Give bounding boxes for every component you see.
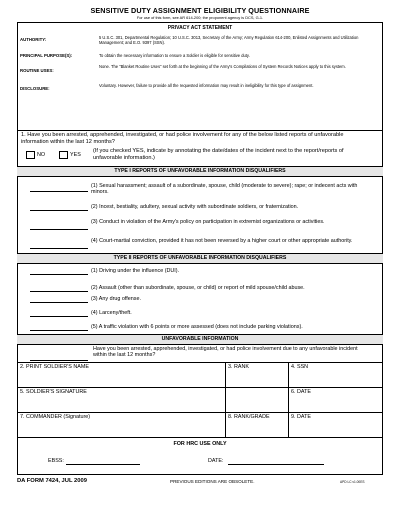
yes-checkbox[interactable] <box>59 151 68 159</box>
hrc-date-label: DATE: <box>208 458 224 464</box>
divider <box>288 412 289 437</box>
commander-signature-label: 7. COMMANDER (Signature) <box>20 414 91 420</box>
type1-item-2: (2) Incest, bestiality, adultery, sexual activity with subordinate soldiers, or fraternization. <box>91 204 299 210</box>
type2-item-4: (4) Larceny/theft. <box>91 310 132 316</box>
question-1: 1. Have you been arrested, apprehended, investigated, or had police involvement for any of the below listed reports of unfavorable information within the last 12 months? <box>21 132 344 145</box>
type2-item-2: (2) Assault (other than subordinate, spouse, or child) or report of mild spouse/child abuse. <box>91 285 305 291</box>
type1-heading: TYPE I REPORTS OF UNFAVORABLE INFORMATION DISQUALIFIERS <box>17 166 383 177</box>
routine-uses-label: ROUTINE USES: <box>20 68 54 73</box>
hrc-date-field[interactable] <box>228 464 324 465</box>
type1-1-date-line[interactable] <box>30 191 88 192</box>
type1-2-date-line[interactable] <box>30 210 88 211</box>
routine-uses-text: None. The "Blanket Routine Uses" set forth at the beginning of the Army's Compilations of System Records Notices apply to this system. <box>99 64 346 69</box>
date-9-label: 9. DATE <box>291 414 311 420</box>
no-checkbox[interactable] <box>26 151 35 159</box>
divider <box>17 387 383 388</box>
divider <box>288 387 289 412</box>
type2-2-date-line[interactable] <box>30 291 88 292</box>
type2-item-1: (1) Driving under the influence (DUI). <box>91 268 180 274</box>
type1-item-4: (4) Court-martial conviction, provided it has not been reversed by a higher court or other appropriate authority. <box>91 238 353 244</box>
type2-3-date-line[interactable] <box>30 302 88 303</box>
type2-item-5: (5) A traffic violation with 6 points or more assessed (does not include parking violations). <box>91 324 303 330</box>
ssn-label: 4. SSN <box>291 364 309 370</box>
type1-item-1: (1) Sexual harassment; assault of a subordinate, spouse, child (moderate to severe); rape; or indecent acts with minors. <box>91 183 358 196</box>
divider <box>225 362 226 437</box>
type2-heading: TYPE II REPORTS OF UNFAVORABLE INFORMATION DISQUALIFIERS <box>17 253 383 264</box>
soldier-name-label: 2. PRINT SOLDIER'S NAME <box>20 364 89 370</box>
purpose-label: PRINCIPAL PURPOSE(S): <box>20 53 73 58</box>
rank-label: 3. RANK <box>228 364 249 370</box>
divider <box>288 362 289 387</box>
form-title: SENSITIVE DUTY ASSIGNMENT ELIGIBILITY QUESTIONNAIRE <box>90 6 310 15</box>
divider <box>17 437 383 438</box>
type1-item-3: (3) Conduct in violation of the Army's policy on participation in extremist organizations or activities. <box>91 219 325 225</box>
type2-4-date-line[interactable] <box>30 316 88 317</box>
no-label: NO <box>37 152 46 158</box>
type1-3-date-line[interactable] <box>30 229 88 230</box>
disclosure-text: Voluntary. However, failure to provide all the requested information may result in ineligibility for this type of assignment. <box>99 83 314 88</box>
divider <box>17 412 383 413</box>
editions-note: PREVIOUS EDITIONS ARE OBSOLETE. <box>170 479 255 484</box>
apd-version: APD LC v1.00ES <box>340 480 365 484</box>
type2-item-3: (3) Any drug offense. <box>91 296 141 302</box>
divider <box>17 362 383 363</box>
question-1-note: (If you checked YES, indicate by annotating the date/dates of the incident next to the report/reports of unfavorable information.) <box>93 148 344 161</box>
form-number: DA FORM 7424, JUL 2009 <box>17 478 87 484</box>
authority-label: AUTHORITY: <box>20 37 47 42</box>
disclosure-label: DISCLOSURE: <box>20 86 50 91</box>
type2-1-date-line[interactable] <box>30 274 88 275</box>
unfavorable-date-line[interactable] <box>30 360 88 361</box>
ebss-field[interactable] <box>66 464 140 465</box>
type1-4-date-line[interactable] <box>30 248 88 249</box>
ebss-label: EBSS: <box>48 458 64 464</box>
authority-text: 5 U.S.C. 301, Departmental Regulation; 10 U.S.C. 3013, Secretary of the Army; Army Regulation 614-200, Enlisted Assignments and Utilization Management; and E.O. 9397 (SSN). <box>99 35 359 45</box>
soldier-signature-label: 5. SOLDIER'S SIGNATURE <box>20 389 87 395</box>
date-6-label: 6. DATE <box>291 389 311 395</box>
type2-5-date-line[interactable] <box>30 330 88 331</box>
purpose-text: To obtain the necessary information to ensure a Soldier is eligible for sensitive duty. <box>99 53 250 58</box>
hrc-heading: FOR HRC USE ONLY <box>173 441 227 447</box>
divider <box>17 130 383 131</box>
unfavorable-heading: UNFAVORABLE INFORMATION <box>17 334 383 345</box>
unfavorable-question: Have you been arrested, apprehended, investigated, or had police involvement due to any unfavorable incident within the last 12 months? <box>93 346 358 359</box>
form-subtitle: For use of this form, see AR 614-200; the proponent agency is DCS, G-1. <box>136 15 264 20</box>
rank-grade-label: 8. RANK/GRADE <box>228 414 270 420</box>
yes-label: YES <box>70 152 81 158</box>
privacy-heading: PRIVACY ACT STATEMENT <box>167 25 233 31</box>
